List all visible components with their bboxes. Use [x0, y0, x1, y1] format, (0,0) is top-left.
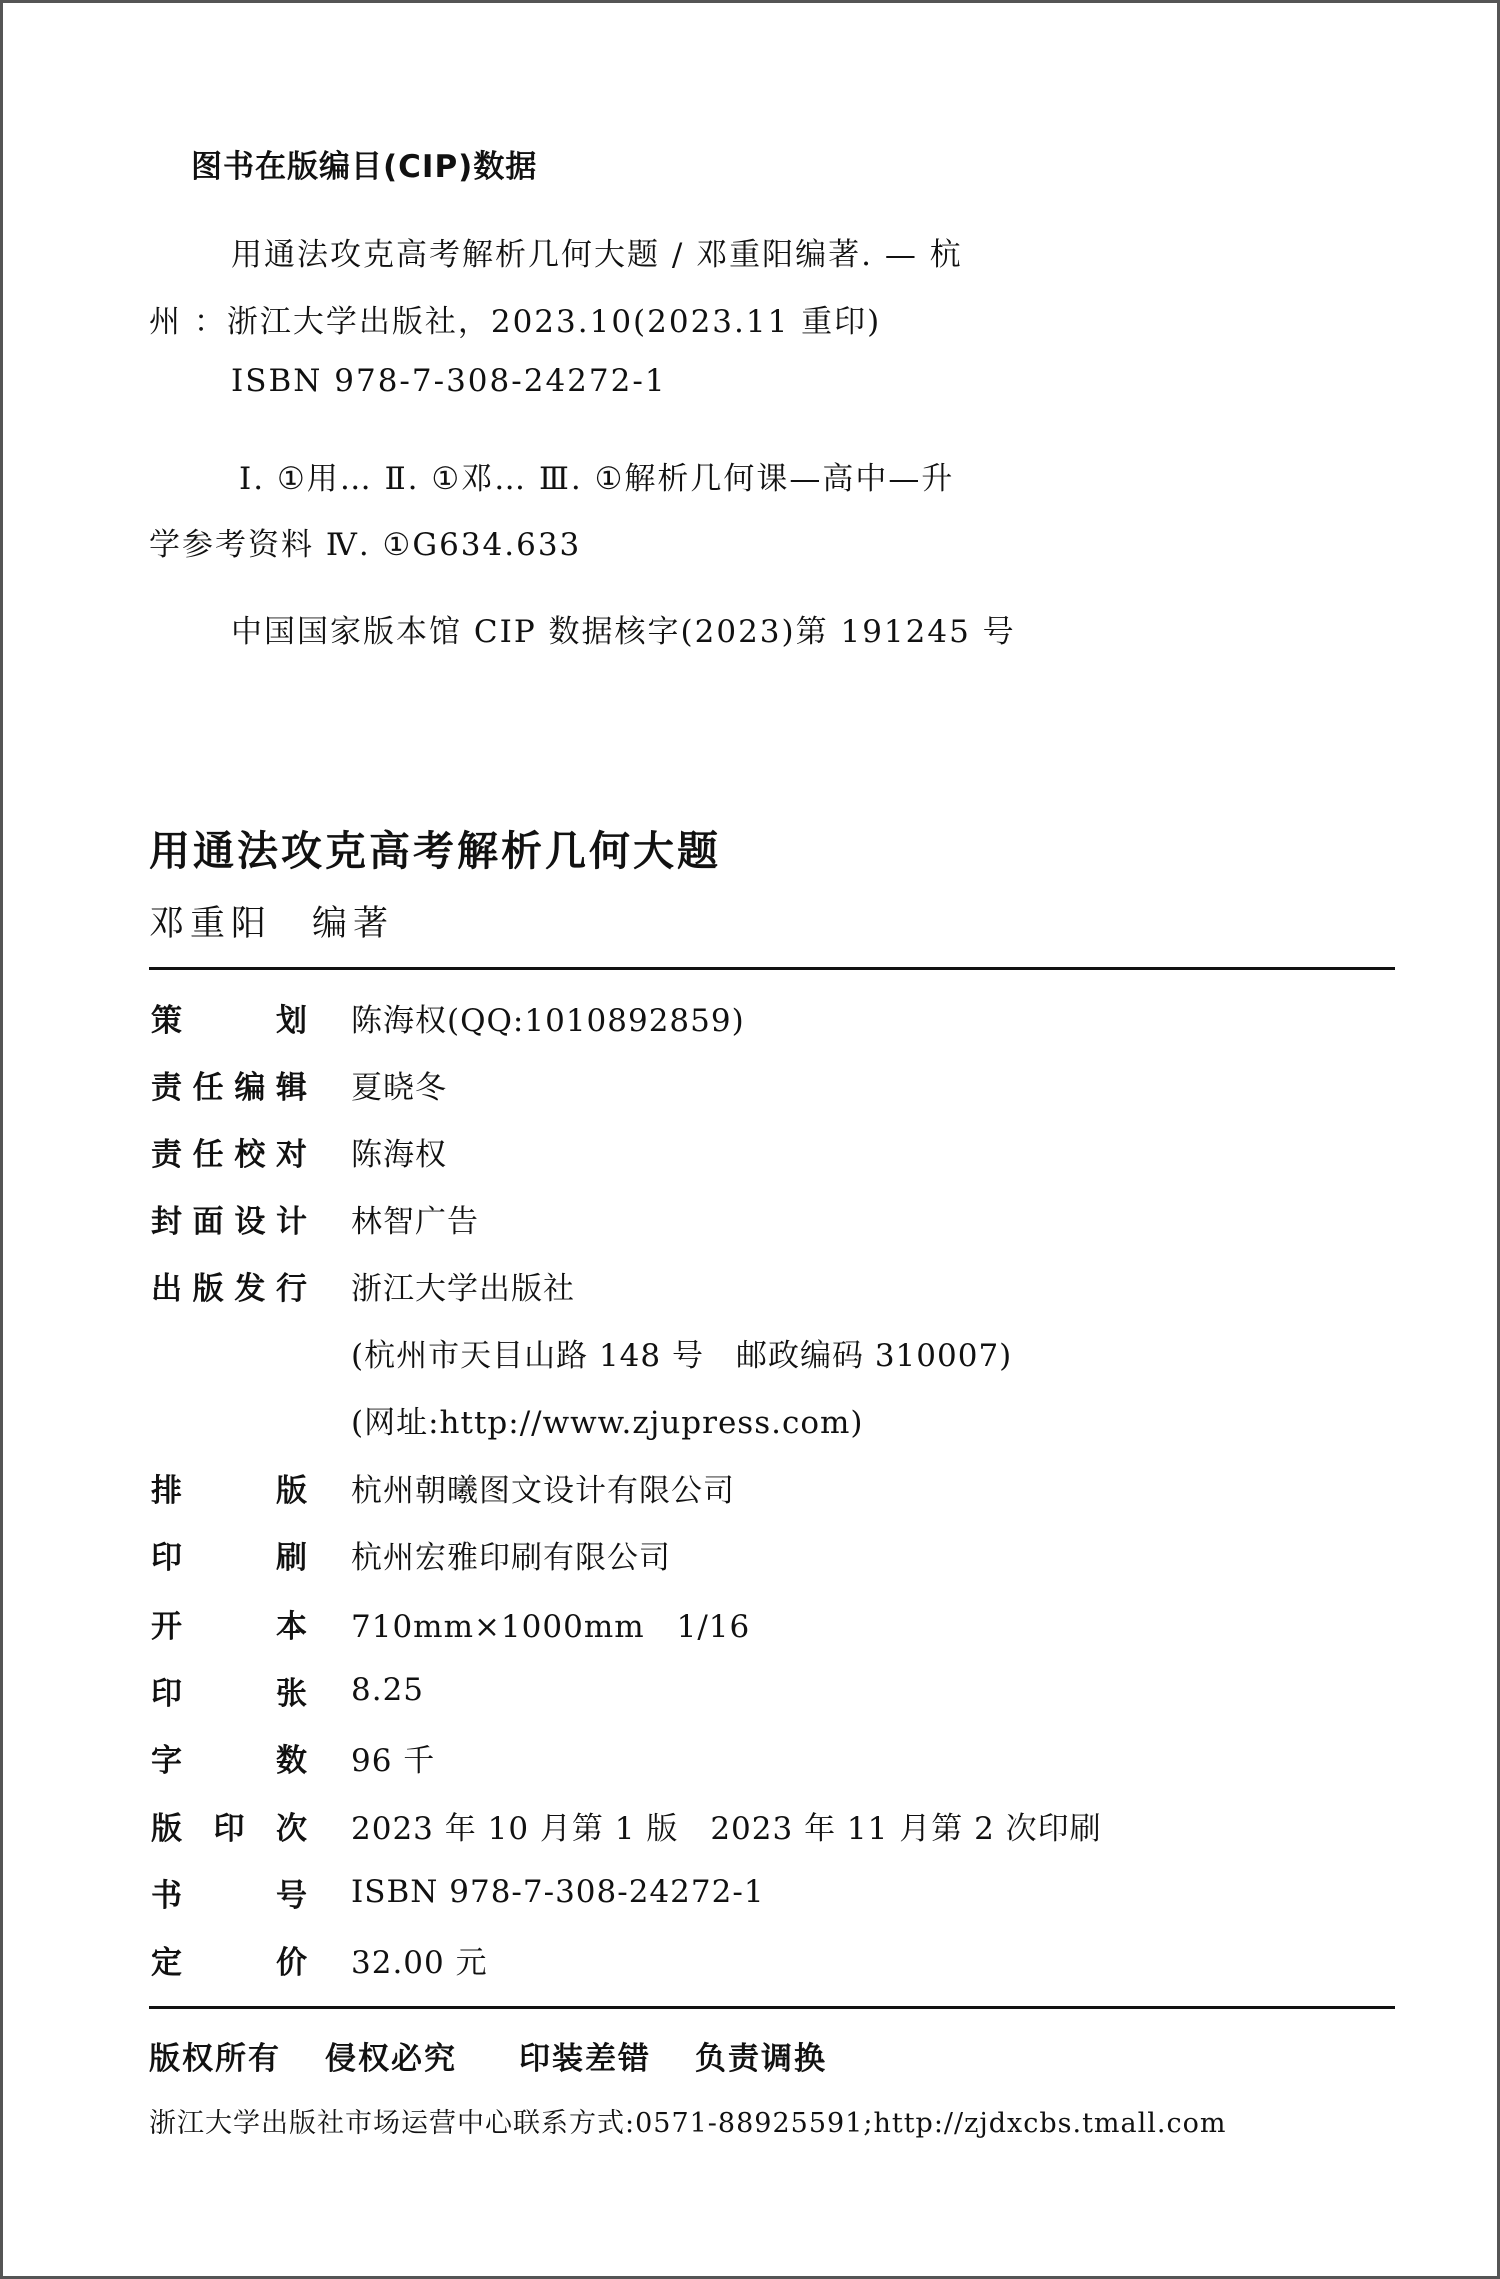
label-char: 开: [151, 1608, 182, 1645]
colophon-label: [151, 1465, 307, 1510]
label-char: 排: [151, 1472, 182, 1509]
rights-item: 版权所有: [149, 2041, 281, 2077]
label-char: 对: [275, 1136, 307, 1173]
colophon-value: 32.00 元: [351, 1944, 488, 1981]
colophon-row: [151, 1332, 1012, 1372]
colophon-row: [151, 1872, 765, 1912]
label-char: 计: [275, 1203, 307, 1240]
colophon-label: [151, 1803, 307, 1848]
colophon-row: [151, 1939, 488, 1979]
label-char: 编: [234, 1069, 266, 1106]
colophon-row: [151, 1399, 863, 1439]
colophon-label: [151, 1129, 307, 1174]
label-char: 面: [192, 1203, 224, 1240]
label-char: 出: [151, 1270, 182, 1307]
colophon-value: 710mm×1000mm 1/16: [351, 1608, 751, 1645]
rights-item: 负责调换: [695, 2041, 827, 2077]
label-char: 发: [234, 1270, 266, 1307]
label-char: 行: [275, 1270, 307, 1307]
label-char: 印: [151, 1675, 182, 1712]
colophon-value: 杭州朝曦图文设计有限公司: [351, 1472, 735, 1509]
colophon-value: ISBN 978-7-308-24272-1: [351, 1874, 765, 1910]
rights-item: 印装差错: [519, 2041, 651, 2077]
colophon-value: 陈海权(QQ:1010892859): [351, 1002, 745, 1039]
label-char: 次: [276, 1810, 307, 1847]
colophon-label: [151, 1668, 307, 1713]
bottom-divider: [149, 2006, 1395, 2009]
label-char: 划: [276, 1002, 307, 1039]
colophon-label: [151, 1263, 307, 1308]
label-char: 责: [151, 1136, 182, 1173]
label-char: 策: [151, 1002, 182, 1039]
label-char: 责: [151, 1069, 182, 1106]
label-char: 本: [276, 1608, 307, 1645]
label-char: 印: [213, 1810, 245, 1847]
colophon-value: 96 千: [351, 1742, 436, 1779]
colophon-value: 陈海权: [351, 1136, 447, 1173]
label-char: 定: [151, 1944, 182, 1981]
cip-line: 州 ：浙江大学出版社，2023.10(2023.11 重印): [149, 304, 882, 340]
label-char: 设: [234, 1203, 266, 1240]
colophon-row: [151, 1737, 435, 1777]
colophon-row: [151, 1805, 1102, 1845]
colophon-value: 杭州宏雅印刷有限公司: [351, 1539, 671, 1576]
label-char: 校: [234, 1136, 266, 1173]
marketing-contact: 浙江大学出版社市场运营中心联系方式:0571-88925591;http://zjdxcbs.tmall.com: [149, 2108, 1227, 2139]
colophon-row: [151, 1064, 447, 1104]
author-name: 邓重阳: [149, 904, 273, 944]
colophon-row: [151, 1534, 671, 1574]
colophon-value: 8.25: [351, 1672, 425, 1708]
colophon-row: [151, 1467, 735, 1507]
colophon-value: 2023 年 10 月第 1 版 2023 年 11 月第 2 次印刷: [351, 1810, 1102, 1847]
colophon-value: (杭州市天目山路 148 号 邮政编码 310007): [351, 1337, 1013, 1374]
colophon-value: 浙江大学出版社: [351, 1270, 575, 1307]
cip-line: ISBN 978-7-308-24272-1: [231, 363, 667, 399]
label-char: 刷: [276, 1539, 307, 1576]
label-char: 张: [276, 1675, 307, 1712]
rights-statement: [149, 2033, 871, 2078]
colophon-row: [151, 1265, 575, 1305]
label-char: 版: [151, 1810, 182, 1847]
colophon-value: 夏晓冬: [351, 1069, 447, 1106]
cip-line: Ⅰ. ①用… Ⅱ. ①邓… Ⅲ. ①解析几何课—高中—升: [239, 461, 955, 497]
label-char: 版: [276, 1472, 307, 1509]
label-char: 号: [276, 1877, 307, 1914]
label-char: 任: [192, 1069, 224, 1106]
colophon-row: [151, 1670, 424, 1710]
colophon-label: [151, 1532, 307, 1577]
label-char: 价: [276, 1944, 307, 1981]
cip-line: 学参考资料 Ⅳ. ①G634.633: [149, 527, 582, 563]
colophon-value: (网址:http://www.zjupress.com): [351, 1404, 864, 1441]
book-title: 用通法攻克高考解析几何大题: [149, 827, 721, 875]
cip-heading: 图书在版编目(CIP)数据: [191, 149, 538, 185]
label-char: 辑: [275, 1069, 307, 1106]
author-role: 编著: [312, 904, 395, 944]
colophon-row: [151, 1131, 447, 1171]
colophon-label: [151, 1870, 307, 1915]
colophon-label: [151, 1937, 307, 1982]
colophon-label: [151, 1062, 307, 1107]
label-char: 封: [151, 1203, 182, 1240]
book-author-line: [149, 896, 394, 946]
label-char: 书: [151, 1877, 182, 1914]
label-char: 数: [276, 1742, 307, 1779]
label-char: 版: [192, 1270, 224, 1307]
top-divider: [149, 967, 1395, 970]
colophon-label: [151, 1196, 307, 1241]
colophon-label: [151, 995, 307, 1040]
cip-line: 中国国家版本馆 CIP 数据核字(2023)第 191245 号: [231, 614, 1016, 650]
cip-line: 用通法攻克高考解析几何大题 / 邓重阳编著. — 杭: [231, 237, 963, 273]
colophon-row: [151, 997, 745, 1037]
label-char: 印: [151, 1539, 182, 1576]
colophon-label: [151, 1735, 307, 1780]
colophon-value: 林智广告: [351, 1203, 479, 1240]
label-char: 字: [151, 1742, 182, 1779]
label-char: 任: [192, 1136, 224, 1173]
colophon-label: [151, 1601, 307, 1646]
colophon-row: [151, 1603, 750, 1643]
rights-item: 侵权必究: [325, 2041, 457, 2077]
colophon-row: [151, 1198, 479, 1238]
